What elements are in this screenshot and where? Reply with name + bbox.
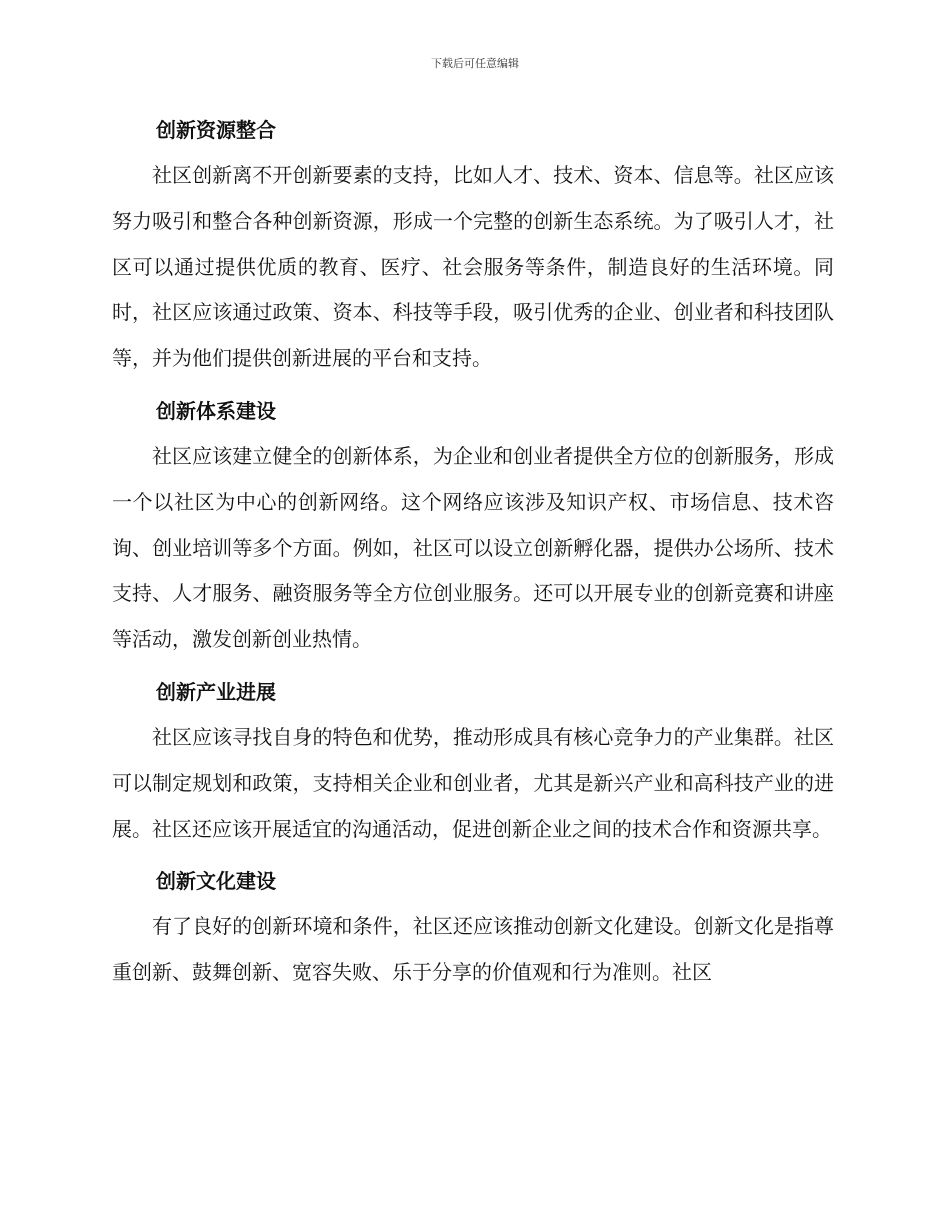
section-paragraph: 社区应该寻找自身的特色和优势，推动形成具有核心竞争力的产业集群。社区可以制定规划和政策，支持相关企业和创业者，尤其是新兴产业和高科技产业的进展。社区还应该开展适宜的沟通活动，促进创新企业之间的技术合作和资源共享。	[112, 724, 834, 841]
section-heading: 创新资源整合	[156, 118, 276, 142]
section-paragraph: 社区创新离不开创新要素的支持，比如人才、技术、资本、信息等。社区应该努力吸引和整合各种创新资源，形成一个完整的创新生态系统。为了吸引人才，社区可以通过提供优质的教育、医疗、社会服务等条件，制造良好的生活环境。同时，社区应该通过政策、资本、科技等手段，吸引优秀的企业、创业者和科技团队等，并为他们提供创新进展的平台和支持。	[112, 163, 834, 371]
section-industry-development	[112, 675, 834, 852]
section-culture-building	[112, 864, 834, 996]
section-system-building	[112, 394, 834, 663]
section-paragraph: 社区应该建立健全的创新体系，为企业和创业者提供全方位的创新服务，形成一个以社区为中心的创新网络。这个网络应该涉及知识产权、市场信息、技术咨询、创业培训等多个方面。例如，社区可以设立创新孵化器，提供办公场所、技术支持、人才服务、融资服务等全方位创业服务。还可以开展专业的创新竞赛和讲座等活动，激发创新创业热情。	[112, 443, 834, 652]
document-body	[112, 113, 834, 1008]
section-heading: 创新文化建设	[156, 869, 276, 894]
page-header: 下载后可任意编辑	[431, 57, 519, 70]
section-heading: 创新体系建设	[156, 398, 276, 423]
section-resource-integration	[112, 113, 834, 382]
section-paragraph: 有了良好的创新环境和条件，社区还应该推动创新文化建设。创新文化是指尊重创新、鼓舞创新、宽容失败、乐于分享的价值观和行为准则。社区	[112, 914, 834, 985]
section-heading: 创新产业进展	[156, 679, 276, 704]
